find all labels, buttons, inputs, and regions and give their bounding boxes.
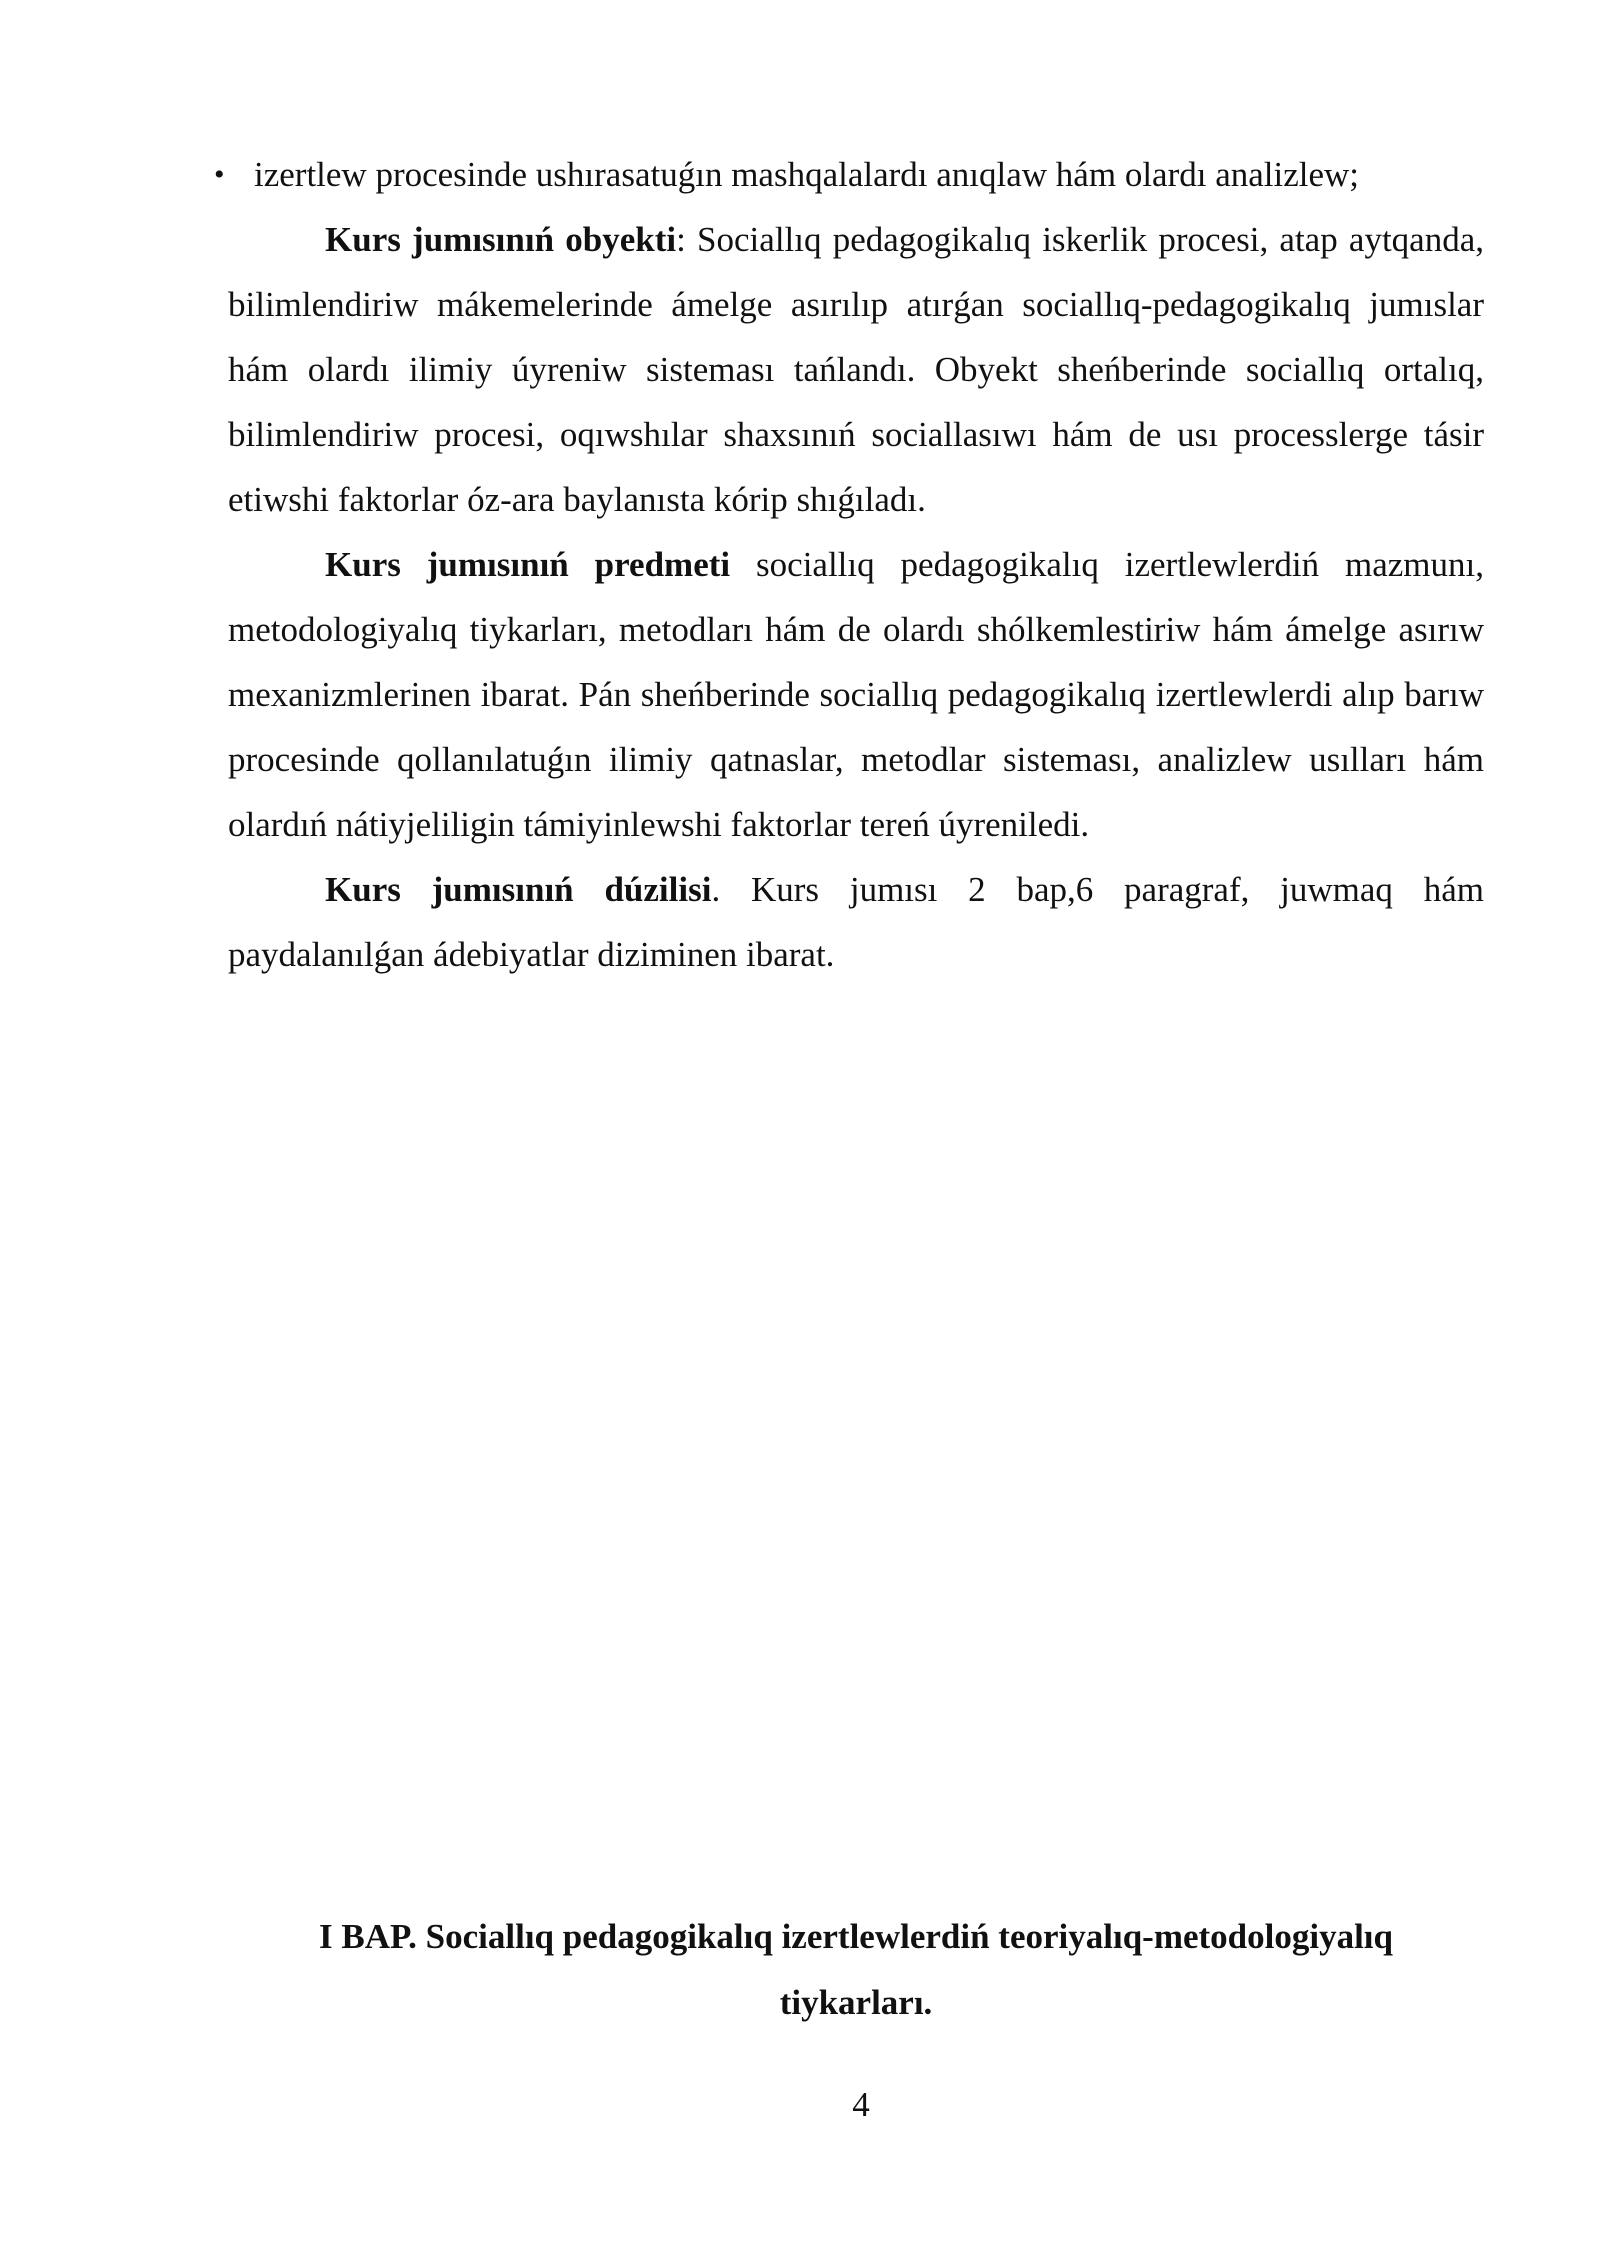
paragraph-subject-term: Kurs jumısınıń predmeti [325, 545, 731, 584]
paragraph-structure-text: . Kurs jumısı 2 bap,6 paragraf, juwmaq hám paydalanılǵan ádebiyatlar diziminen ibarat. [228, 870, 1484, 974]
body-text [214, 142, 1485, 987]
chapter-heading-line: I BAP. Sociallıq pedagogikalıq izertlewlerdiń teoriyalıq-metodologiyalıq [319, 1917, 1393, 1956]
paragraph-subject-text: sociallıq pedagogikalıq izertlewlerdiń mazmunı, metodologiyalıq tiykarları, metodları hám de olardı shólkemlestiriw hám ámelge asırıw mexanizmlerinen ibarat. Pán sheńberinde sociallıq pedagogikalıq izertlewlerdi alıp barıw procesinde qollanılatuǵın ilimiy qatnaslar, metodlar sisteması, analizlew usılları hám olardıń nátiyjeliligin támiyinlewshi faktorlar tereń úyreniledi. [228, 545, 1485, 844]
chapter-heading-line: tiykarları. [779, 1983, 933, 2022]
paragraph-structure-term: Kurs jumısınıń dúzilisi [325, 870, 712, 909]
paragraph-structure [228, 857, 1484, 987]
list-item-text: izertlew procesinde ushırasatuǵın mashqalalardı anıqlaw hám olardı analizlew; [254, 155, 1360, 194]
page-number: 4 [852, 2085, 870, 2124]
paragraph-subject [228, 532, 1484, 857]
paragraph-object-term: Kurs jumısınıń obyekti [325, 220, 677, 259]
list-item [214, 142, 1484, 207]
chapter-heading [228, 1904, 1484, 2036]
paragraph-object-text: : Sociallıq pedagogikalıq iskerlik procesi, atap aytqanda, bilimlendiriw mákemelerinde ámelge asırılıp atırǵan sociallıq-pedagogikalıq jumıslar hám olardı ilimiy úyreniw sisteması tańlandı. Obyekt sheńberinde sociallıq ortalıq, bilimlendiriw procesi, oqıwshılar shaxsınıń sociallasıwı hám de usı processlerge tásir etiwshi faktorlar óz-ara baylanısta kórip shıǵıladı. [228, 220, 1484, 519]
paragraph-object [228, 207, 1484, 532]
bullet-icon: • [214, 158, 225, 191]
